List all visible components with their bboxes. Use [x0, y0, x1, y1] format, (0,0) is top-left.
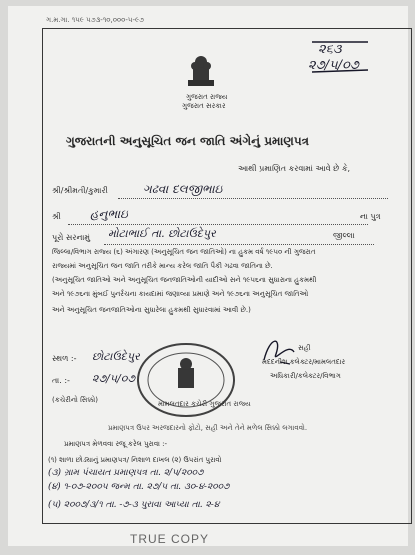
proof-item: (૪) ૧-૦૭-૨૦૦૫ જન્મ તા. ૨૭/૫ તા. ૩૦-૪-૨૦૦૭ — [48, 482, 230, 492]
date-label: તા. :- — [52, 376, 70, 385]
true-copy-stamp: TRUE COPY — [130, 532, 210, 546]
signatory-line-3: અધિકારી/કલેક્ટર/વિભાગ — [270, 372, 341, 380]
address-value: મોટાભાઈ તા. છોટાઉદેપુર — [108, 227, 216, 240]
body-line: (અનુસૂચિત જાતિઓ અને અનુસૂચિત જનજાતિઓની યાદીઓ સને ૧૯૫૬ના સુધારાના હુકમથી — [52, 276, 317, 284]
seal-text: મામલતદાર કચેરી ગુજરાત રાજ્ય — [158, 400, 251, 408]
form-code: ગ.મ.ગા. ૧૫૯ ૫૭૩-૧૦,૦૦૦-૫-૯૭ — [46, 16, 144, 24]
address-label: પૂરો સરનામું — [52, 233, 91, 242]
certificate-title: ગુજરાતની અનુસૂચિત જન જાતિ અંગેનું પ્રમાણપત્ર — [66, 134, 310, 148]
reference-number: ૨૬૩ — [318, 42, 342, 57]
father-label: શ્રી — [52, 212, 61, 221]
photo-note: પ્રમાણપત્ર ઉપર અરજદારનો ફોટો, સહી અને તેને મળેલ સિક્કો લગાવવો. — [108, 424, 308, 432]
name-label: શ્રી/શ્રીમતી/કુમારી — [52, 186, 108, 195]
date-value: ૨૭/૫/૦૭ — [92, 372, 136, 385]
reference-date: ૨૭/૫/૦૭ — [308, 58, 359, 73]
proof-item: (૫) ૨૦૦૭/૩/૧ તા. -૭-૩ પુરાવા આપ્યા તા. ૨-૪ — [48, 500, 220, 510]
place-label: સ્થળ :- — [52, 354, 77, 363]
son-of-label: ના પુત્ર — [360, 212, 381, 221]
body-line: અને અનુસૂચિત જનજાતિઓના સુધારેલા હુકમથી સુધારવામાં આવી છે.) — [52, 306, 251, 314]
name-value: ગઢવા દલજીભાઇ — [143, 182, 223, 196]
emblem-caption-2: ગુજરાત સરકાર — [182, 102, 226, 110]
certificate-page — [8, 6, 408, 546]
office-seal-label: (કચેરીનો સિક્કો) — [52, 396, 98, 404]
father-value: હનુભાઇ — [90, 207, 128, 221]
proof-heading: પ્રમાણપત્ર મેળવવા રજૂ કરેલ પુરાવા :- — [64, 440, 168, 448]
body-line: રાજ્યમાં અનુસૂચિત જન જાતિ તરીકે માન્ય કરેલ જાતિ પૈકી ગઢવા જાતિના છે. — [52, 262, 273, 270]
signatory-line-1: સહી — [298, 344, 311, 352]
body-line: અને ૧૯૭૬ના મુંબઈ પુનર્રચના કાયદામાં જણાવ્યા પ્રમાણે અને ૧૯૭૬ના અનુસૂચિત જાતિઓ — [52, 290, 309, 298]
reference-box-icon — [310, 40, 370, 74]
proof-item: (૩) ગ્રામ પંચાયત પ્રમાણપત્ર તા. ૨/૫/૨૦૦૭ — [48, 468, 204, 478]
body-line: જિલ્લા/વિભાગ રાજ્ય (૬) અંગારણ (અનુસૂચિત જન જાતિઓ) ના હુકમ વર્ષ ૧૯૫૦ ની ગુજરાત — [52, 248, 316, 256]
intro-text: આથી પ્રમાણિત કરવામાં આવે છે કે, — [238, 164, 351, 173]
state-emblem-icon — [184, 50, 218, 90]
signatory-line-2: મદદનીશ કલેક્ટર/મામલતદાર — [262, 358, 346, 366]
place-value: છોટાઉદેપુર — [92, 350, 140, 363]
proof-item: (૧) શાળા છોડ્યાનું પ્રમાણપત્ર/ નિશાળ દાખલ (૨) ઉપરાંત પુરાવો — [48, 456, 222, 464]
emblem-caption-1: ગુજરાત રાજ્ય — [186, 93, 228, 101]
district-label: જીલ્લા — [333, 231, 355, 240]
